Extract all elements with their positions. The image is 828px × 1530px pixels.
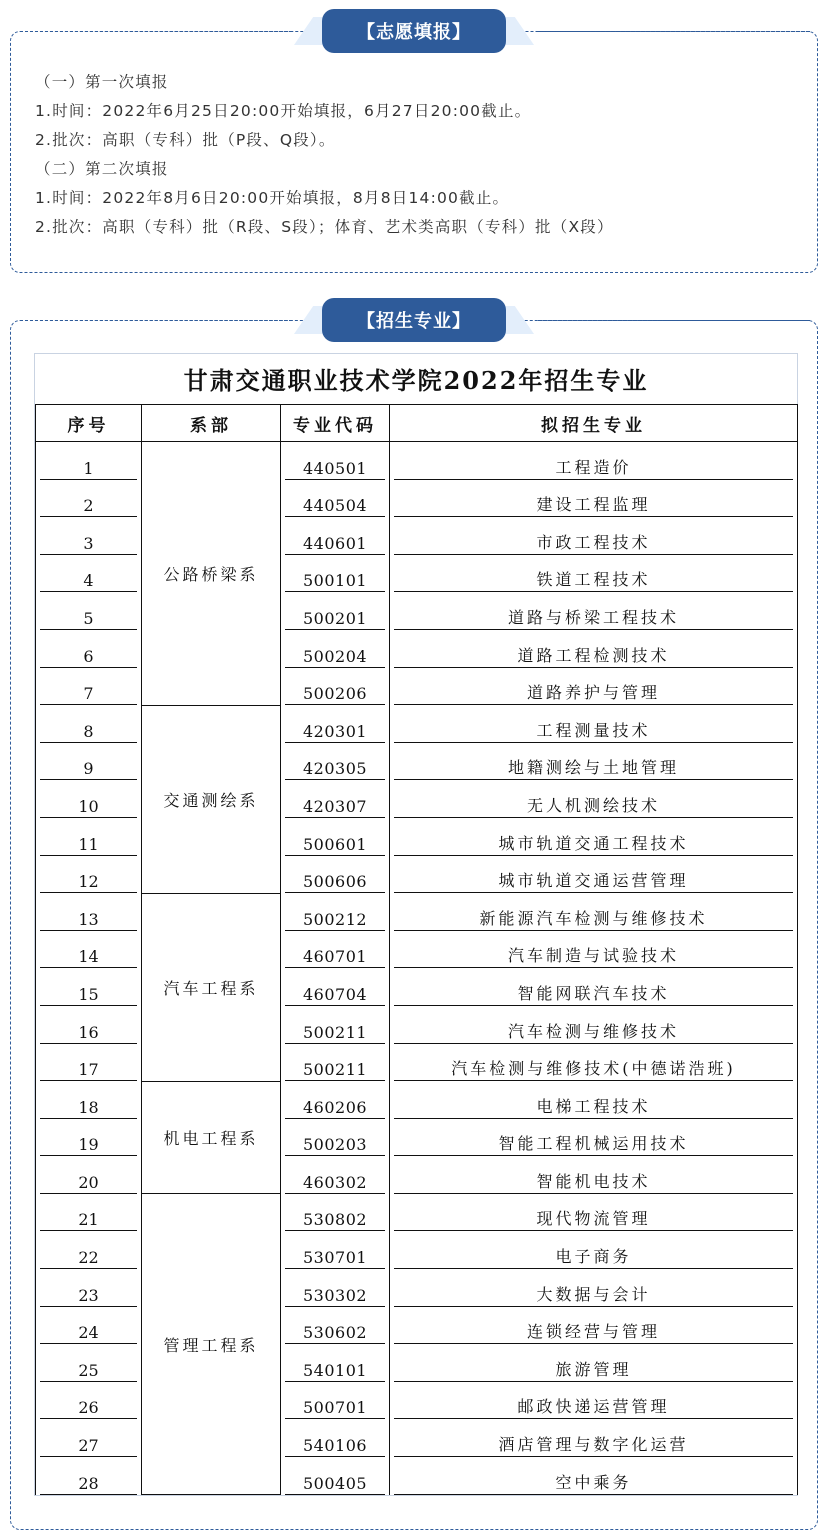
major-name: 汽车制造与试验技术: [390, 931, 798, 969]
header-department: 系部: [142, 405, 281, 442]
row-number: 1: [36, 442, 142, 480]
major-code: 530701: [281, 1231, 390, 1269]
row-number: 7: [36, 668, 142, 706]
major-name: 智能工程机械运用技术: [390, 1119, 798, 1157]
major-name: 电梯工程技术: [390, 1081, 798, 1119]
major-name: 铁道工程技术: [390, 555, 798, 593]
major-code: 420301: [281, 705, 390, 743]
row-number: 17: [36, 1044, 142, 1082]
major-name: 市政工程技术: [390, 517, 798, 555]
major-code: 500606: [281, 856, 390, 894]
major-name: 道路与桥梁工程技术: [390, 592, 798, 630]
section-title-majors: 【招生专业】: [322, 298, 506, 342]
row-number: 9: [36, 743, 142, 781]
major-name: 汽车检测与维修技术(中德诺浩班): [390, 1044, 798, 1082]
row-number: 21: [36, 1194, 142, 1232]
table-row: [36, 705, 798, 743]
info-line: 1.时间：2022年6月25日20:00开始填报，6月27日20:00截止。: [35, 102, 532, 120]
application-info-lines: [35, 68, 797, 242]
document-title: 甘肃交通职业技术学院2022年招生专业: [183, 366, 649, 395]
major-name: 城市轨道交通工程技术: [390, 818, 798, 856]
major-code: 440601: [281, 517, 390, 555]
major-code: 500601: [281, 818, 390, 856]
department-cell: 交通测绘系: [142, 705, 281, 893]
row-number: 22: [36, 1231, 142, 1269]
major-name: 现代物流管理: [390, 1194, 798, 1232]
major-name: 地籍测绘与土地管理: [390, 743, 798, 781]
major-name: 道路养护与管理: [390, 668, 798, 706]
major-code: 530602: [281, 1307, 390, 1345]
table-body: [36, 442, 798, 1495]
major-name: 智能机电技术: [390, 1156, 798, 1194]
header-number: 序号: [36, 405, 142, 442]
department-cell: 机电工程系: [142, 1081, 281, 1194]
major-name: 汽车检测与维修技术: [390, 1006, 798, 1044]
major-name: 空中乘务: [390, 1457, 798, 1495]
row-number: 12: [36, 856, 142, 894]
row-number: 4: [36, 555, 142, 593]
table-row: [36, 442, 798, 480]
major-name: 道路工程检测技术: [390, 630, 798, 668]
row-number: 24: [36, 1307, 142, 1345]
major-code: 460701: [281, 931, 390, 969]
row-number: 14: [36, 931, 142, 969]
row-number: 15: [36, 968, 142, 1006]
department-cell: 汽车工程系: [142, 893, 281, 1081]
major-code: 440501: [281, 442, 390, 480]
row-number: 20: [36, 1156, 142, 1194]
major-name: 大数据与会计: [390, 1269, 798, 1307]
major-code: 500212: [281, 893, 390, 931]
header-major-name: 拟招生专业: [390, 405, 798, 442]
info-line: 2.批次：高职（专科）批（R段、S段）；体育、艺术类高职（专科）批（X段）: [35, 218, 614, 236]
info-line: （一）第一次填报: [35, 73, 169, 91]
major-code: 500405: [281, 1457, 390, 1495]
department-cell: 管理工程系: [142, 1194, 281, 1495]
tab-header-majors: [0, 298, 828, 342]
row-number: 8: [36, 705, 142, 743]
major-name: 工程测量技术: [390, 705, 798, 743]
major-code: 500101: [281, 555, 390, 593]
major-code: 500206: [281, 668, 390, 706]
table-row: [36, 893, 798, 931]
row-number: 16: [36, 1006, 142, 1044]
major-name: 智能网联汽车技术: [390, 968, 798, 1006]
major-name: 建设工程监理: [390, 480, 798, 518]
major-name: 酒店管理与数字化运营: [390, 1419, 798, 1457]
major-code: 460302: [281, 1156, 390, 1194]
major-code: 500201: [281, 592, 390, 630]
major-code: 500211: [281, 1006, 390, 1044]
table-row: [36, 1081, 798, 1119]
major-name: 旅游管理: [390, 1344, 798, 1382]
major-name: 工程造价: [390, 442, 798, 480]
tab-header-application: [0, 9, 828, 53]
row-number: 18: [36, 1081, 142, 1119]
department-cell: 公路桥梁系: [142, 442, 281, 706]
info-line: （二）第二次填报: [35, 160, 169, 178]
header-major-code: 专业代码: [281, 405, 390, 442]
row-number: 25: [36, 1344, 142, 1382]
application-info-panel: [10, 31, 818, 273]
major-code: 500204: [281, 630, 390, 668]
majors-document: [34, 353, 798, 1496]
major-name: 连锁经营与管理: [390, 1307, 798, 1345]
major-code: 500211: [281, 1044, 390, 1082]
table-row: [36, 1194, 798, 1232]
major-code: 530802: [281, 1194, 390, 1232]
row-number: 5: [36, 592, 142, 630]
major-code: 530302: [281, 1269, 390, 1307]
row-number: 11: [36, 818, 142, 856]
major-name: 电子商务: [390, 1231, 798, 1269]
table-header-row: [36, 405, 798, 442]
info-line: 1.时间：2022年8月6日20:00开始填报，8月8日14:00截止。: [35, 189, 510, 207]
row-number: 6: [36, 630, 142, 668]
major-code: 460704: [281, 968, 390, 1006]
row-number: 23: [36, 1269, 142, 1307]
major-code: 440504: [281, 480, 390, 518]
major-code: 500701: [281, 1382, 390, 1420]
major-name: 无人机测绘技术: [390, 780, 798, 818]
major-code: 420305: [281, 743, 390, 781]
major-code: 500203: [281, 1119, 390, 1157]
major-name: 城市轨道交通运营管理: [390, 856, 798, 894]
row-number: 3: [36, 517, 142, 555]
info-line: 2.批次：高职（专科）批（P段、Q段）。: [35, 131, 336, 149]
major-code: 540101: [281, 1344, 390, 1382]
major-code: 460206: [281, 1081, 390, 1119]
major-code: 540106: [281, 1419, 390, 1457]
row-number: 2: [36, 480, 142, 518]
row-number: 10: [36, 780, 142, 818]
major-name: 邮政快递运营管理: [390, 1382, 798, 1420]
majors-table: [35, 404, 798, 1495]
row-number: 27: [36, 1419, 142, 1457]
major-code: 420307: [281, 780, 390, 818]
major-name: 新能源汽车检测与维修技术: [390, 893, 798, 931]
row-number: 19: [36, 1119, 142, 1157]
section-title-application: 【志愿填报】: [322, 9, 506, 53]
row-number: 28: [36, 1457, 142, 1495]
row-number: 26: [36, 1382, 142, 1420]
row-number: 13: [36, 893, 142, 931]
